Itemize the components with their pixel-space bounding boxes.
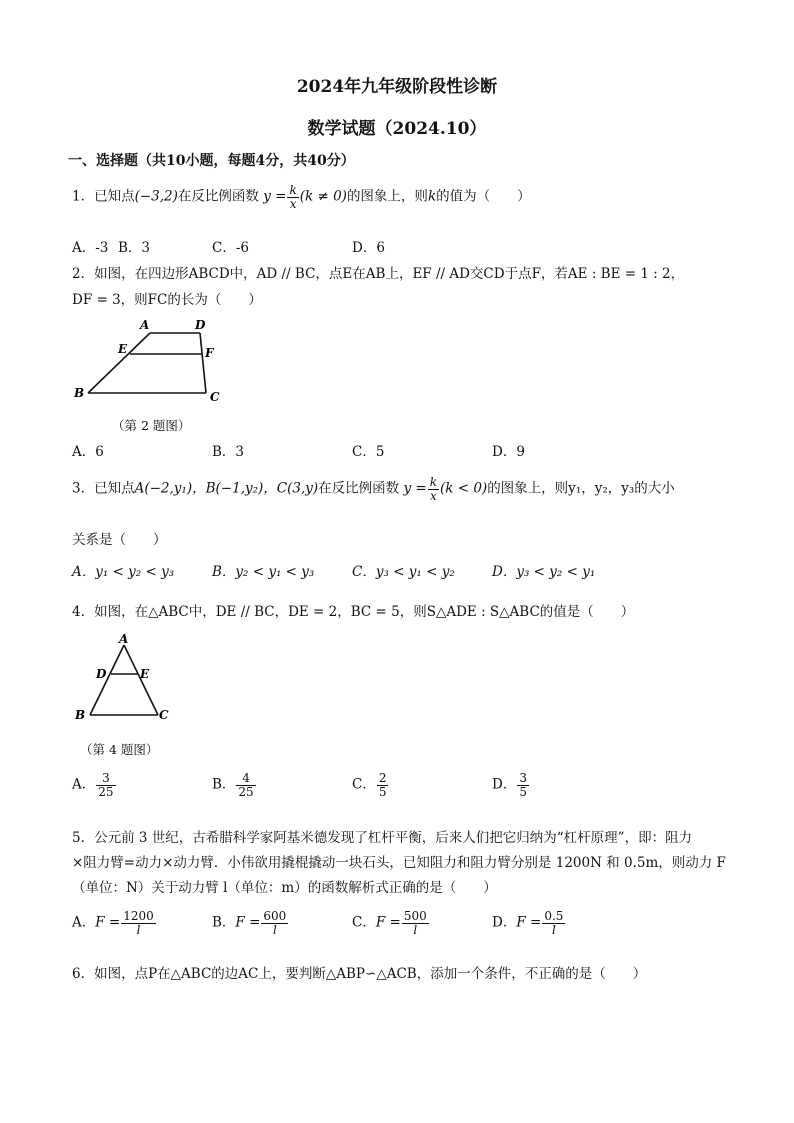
q1-options [72, 236, 752, 256]
q3-points: A(−2,y₁)，B(−1,y₂)，C(3,y) [134, 480, 319, 497]
q2-options [72, 440, 752, 460]
q5-option-c[interactable]: C．F = $\frac{500}{l}$ [352, 909, 427, 937]
q5-options [72, 910, 752, 950]
q2-trapezoid-figure [70, 315, 230, 410]
q5-option-a[interactable]: A．F = $\frac{1200}{l}$ [72, 909, 154, 937]
q4-option-a[interactable]: A． $\frac{3}{25}$ [72, 771, 114, 799]
q1-option-a[interactable]: A．-3 [72, 240, 109, 256]
segment-dc [200, 333, 206, 393]
q3-option-d[interactable]: D．y₃ < y₂ < y₁ [492, 564, 596, 580]
q3-fraction: $\frac{k}{x}$ [429, 475, 437, 503]
q4-triangle-figure [70, 633, 180, 728]
question-3-line2: 关系是（ ） [72, 532, 167, 548]
label-b: B [74, 386, 85, 400]
q1-option-c[interactable]: C．-6 [212, 240, 249, 256]
label-e: E [140, 667, 150, 681]
q4-figure-caption: （第 4 题图） [80, 742, 159, 757]
q5-option-b[interactable]: B．F = $\frac{600}{l}$ [212, 909, 287, 937]
question-5-line2: ×阻力臂=动力×动力臂．小伟欲用撬棍撬动一块石头，已知阻力和阻力臂分别是 1200N 和 0.5m，则动力 F [72, 855, 726, 871]
q3-options [72, 560, 752, 580]
q2-option-c[interactable]: C．5 [352, 444, 385, 460]
label-d: D [96, 667, 107, 681]
q3-option-a[interactable]: A．y₁ < y₂ < y₃ [72, 564, 175, 580]
q3-option-c[interactable]: C．y₃ < y₁ < y₂ [352, 564, 455, 580]
question-5-line1: 5．公元前 3 世纪，古希腊科学家阿基米德发现了杠杆平衡，后来人们把它归纳为“杠杆原理”，即：阻力 [72, 830, 693, 846]
q1-point: (−3,2) [134, 188, 178, 205]
label-b: B [75, 708, 86, 722]
question-4-line1: 4．如图，在△ABC中，DE // BC，DE = 2，BC = 5，则S△ADE : S△ABC的值是（ ） [72, 604, 635, 620]
q1-option-d[interactable]: D．6 [352, 240, 385, 256]
question-2-line1: 2．如图，在四边形ABCD中，AD // BC，点E在AB上，EF // AD交CD于点F，若AE : BE = 1 : 2， [72, 266, 685, 282]
q1-option-b[interactable]: B．3 [118, 240, 151, 256]
label-d: D [195, 318, 206, 332]
label-e: E [118, 342, 128, 356]
label-c: C [210, 390, 220, 404]
question-1: 1．已知点(−3,2)在反比例函数 y = $\frac{k}{x}$ (k ≠ 0)的图象上，则k的值为（ ） [72, 183, 531, 211]
label-c: C [159, 708, 169, 722]
page-subtitle: 数学试题（2024.10） [307, 119, 487, 139]
q1-fraction: $\frac{k}{x}$ [289, 183, 297, 211]
label-f: F [205, 346, 214, 360]
question-3-line1: 3．已知点A(−2,y₁)，B(−1,y₂)，C(3,y)在反比例函数 y = $\frac{k}{x}$ (k < 0)的图象上，则y₁，y₂，y₃的大小 [72, 475, 675, 503]
q2-figure-caption: （第 2 题图） [112, 418, 191, 433]
q5-option-d[interactable]: D．F = $\frac{0.5}{l}$ [492, 909, 564, 937]
page-title: 2024年九年级阶段性诊断 [296, 77, 498, 97]
q4-option-b[interactable]: B． $\frac{4}{25}$ [212, 771, 254, 799]
label-a: A [140, 318, 150, 332]
section-heading: 一、选择题（共10小题，每题4分，共40分） [68, 153, 355, 169]
q4-option-d[interactable]: D． $\frac{3}{5}$ [492, 771, 527, 799]
q2-option-b[interactable]: B．3 [212, 444, 245, 460]
question-5-line3: （单位：N）关于动力臂 l（单位：m）的函数解析式正确的是（ ） [72, 880, 497, 896]
q2-option-d[interactable]: D．9 [492, 444, 525, 460]
question-2-line2: DF = 3，则FC的长为（ ） [72, 292, 262, 308]
question-6-line1: 6．如图，点P在△ABC的边AC上，要判断△ABP∽△ACB，添加一个条件，不正确的是（ ） [72, 966, 647, 982]
q4-options [72, 772, 752, 812]
label-a: A [119, 633, 129, 646]
q4-option-c[interactable]: C． $\frac{2}{5}$ [352, 771, 387, 799]
q3-option-b[interactable]: B．y₂ < y₁ < y₃ [212, 564, 315, 580]
q2-option-a[interactable]: A．6 [72, 444, 104, 460]
